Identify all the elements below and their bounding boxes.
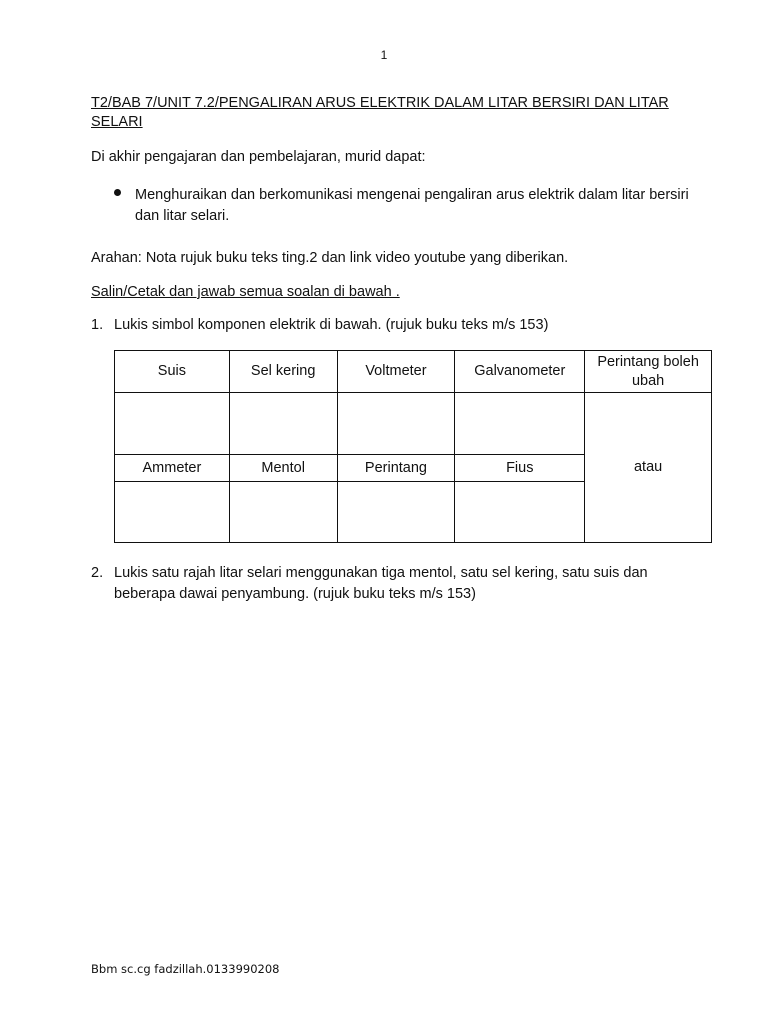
question-text: Lukis simbol komponen elektrik di bawah. (rujuk buku teks m/s 153)	[114, 317, 549, 333]
table-cell-resistor: Perintang	[337, 455, 455, 482]
question-number: 2.	[91, 565, 104, 581]
table-cell-galvanometer: Galvanometer	[455, 351, 585, 393]
table-cell-switch: Suis	[115, 351, 230, 393]
table-row	[115, 351, 712, 393]
rheostat-answer-cell: atau	[585, 393, 712, 543]
table-cell-ammeter: Ammeter	[115, 455, 230, 482]
question-text: Lukis satu rajah litar selari menggunakan tiga mentol, satu sel kering, satu suis dan beberapa dawai penyambung. (rujuk buku teks m/s 153)	[114, 565, 648, 602]
task-heading: Salin/Cetak dan jawab semua soalan di bawah .	[91, 284, 400, 300]
answer-cell[interactable]	[229, 393, 337, 455]
question-number: 1.	[91, 317, 104, 333]
table-cell-dry-cell: Sel kering	[229, 351, 337, 393]
table-cell-bulb: Mentol	[229, 455, 337, 482]
answer-cell[interactable]	[455, 482, 585, 543]
intro-text: Di akhir pengajaran dan pembelajaran, murid dapat:	[91, 149, 426, 165]
table-cell-voltmeter: Voltmeter	[337, 351, 455, 393]
answer-cell[interactable]	[337, 393, 455, 455]
answer-cell[interactable]	[115, 482, 230, 543]
footer-text: Bbm sc.cg fadzillah.0133990208	[91, 962, 280, 976]
objective-item: Menghuraikan dan berkomunikasi mengenai pengaliran arus elektrik dalam litar bersiri dan litar selari.	[135, 187, 689, 224]
bullet-icon	[114, 189, 121, 196]
symbols-table	[114, 350, 712, 543]
instruction-text: Arahan: Nota rujuk buku teks ting.2 dan link video youtube yang diberikan.	[91, 250, 569, 266]
answer-cell[interactable]	[455, 393, 585, 455]
page-number: 1	[380, 48, 388, 62]
table-cell-rheostat: Perintang boleh ubah	[585, 351, 712, 393]
answer-cell[interactable]	[229, 482, 337, 543]
table-cell-fuse: Fius	[455, 455, 585, 482]
answer-cell[interactable]	[337, 482, 455, 543]
answer-cell[interactable]	[115, 393, 230, 455]
table-row	[115, 393, 712, 455]
document-title: T2/BAB 7/UNIT 7.2/PENGALIRAN ARUS ELEKTRIK DALAM LITAR BERSIRI DAN LITAR SELARI	[91, 95, 669, 130]
